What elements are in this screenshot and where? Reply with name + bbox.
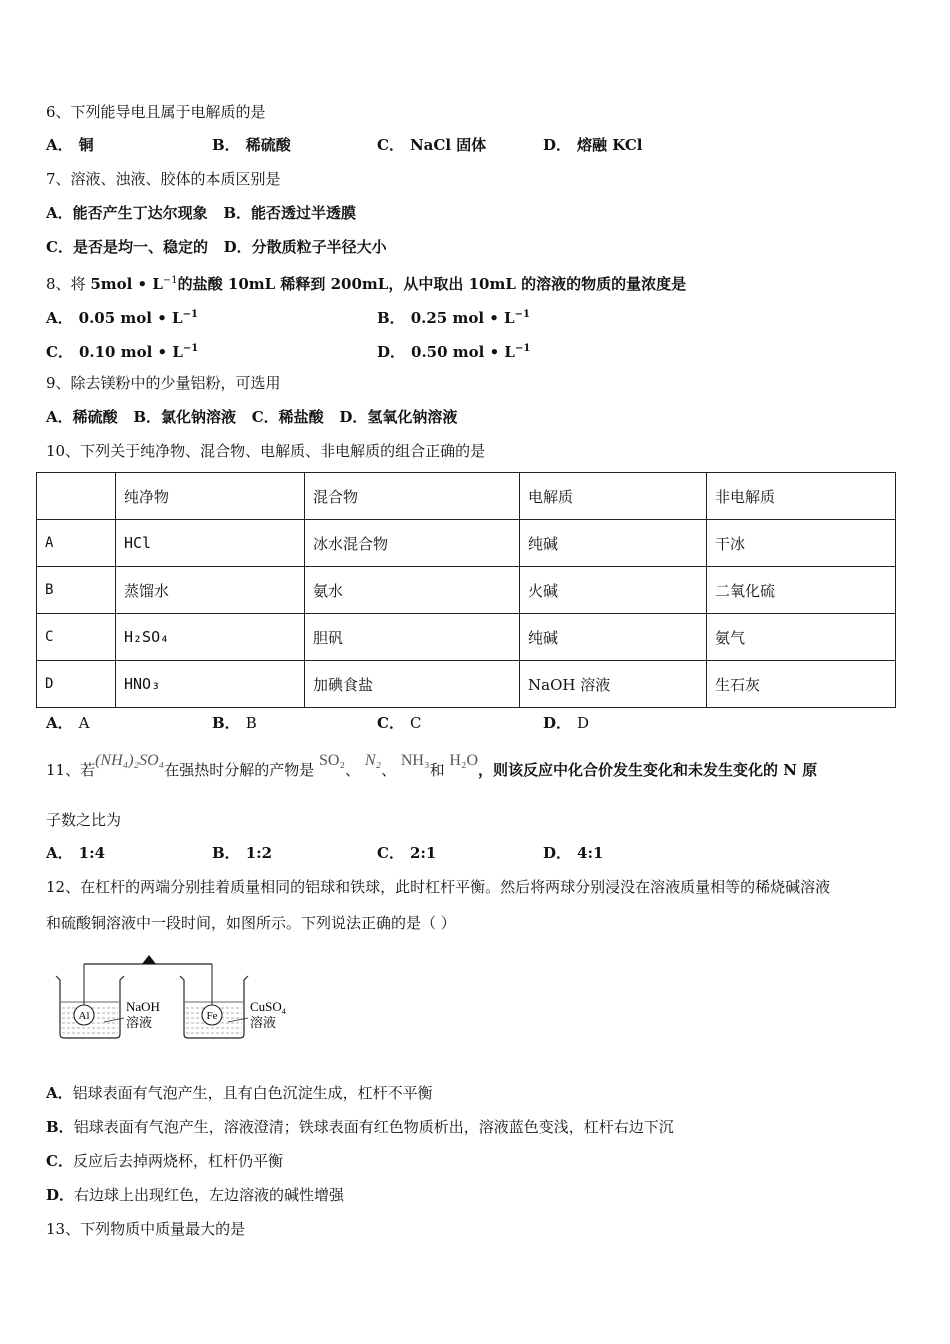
table-cell: HNO₃ bbox=[116, 661, 305, 708]
table-cell: 氨水 bbox=[305, 567, 520, 614]
q9-stem: 9、除去镁粉中的少量铝粉，可选用 bbox=[46, 374, 281, 392]
table-row bbox=[37, 520, 896, 567]
q11-product-h2o: H₂O bbox=[449, 752, 479, 769]
q12-stem-line2: 和硫酸铜溶液中一段时间，如图所示。下列说法正确的是（ ） bbox=[46, 914, 456, 932]
q10-stem: 10、下列关于纯净物、混合物、电解质、非电解质的组合正确的是 bbox=[46, 442, 486, 460]
table-cell: 电解质 bbox=[520, 473, 707, 520]
table-cell: 二氧化硫 bbox=[707, 567, 896, 614]
table-row bbox=[37, 614, 896, 661]
q7-options-line2: C．是否是均一、稳定的 D．分散质粒子半径大小 bbox=[46, 238, 387, 256]
table-cell: 加碘食盐 bbox=[305, 661, 520, 708]
table-cell: 胆矾 bbox=[305, 614, 520, 661]
table-row bbox=[37, 661, 896, 708]
table-cell: C bbox=[37, 614, 116, 661]
table-cell: 氨气 bbox=[707, 614, 896, 661]
q6-stem: 6、下列能导电且属于电解质的是 bbox=[46, 103, 266, 121]
table-cell: D bbox=[37, 661, 116, 708]
table-cell: 生石灰 bbox=[707, 661, 896, 708]
q11-option-a: A． 1:4 bbox=[46, 844, 106, 862]
table-cell: 非电解质 bbox=[707, 473, 896, 520]
table-cell: A bbox=[37, 520, 116, 567]
q7-stem: 7、溶液、浊液、胶体的本质区别是 bbox=[46, 170, 281, 188]
q10-option-b: B． B bbox=[212, 714, 257, 732]
q6-option-b: B． 稀硫酸 bbox=[212, 136, 291, 154]
fulcrum-triangle-icon bbox=[142, 955, 156, 964]
fe-ball-label: Fe bbox=[206, 1010, 218, 1022]
table-cell: HCl bbox=[116, 520, 305, 567]
q9-options: A．稀硫酸 B．氯化钠溶液 C．稀盐酸 D．氢氧化钠溶液 bbox=[46, 408, 458, 426]
q11-option-d: D． 4:1 bbox=[543, 844, 604, 862]
left-solution-label: 溶液 bbox=[126, 1016, 153, 1031]
table-cell: 混合物 bbox=[305, 473, 520, 520]
q6-option-a: A． 铜 bbox=[46, 136, 94, 154]
left-beaker bbox=[56, 976, 160, 1038]
q8-option-b: B． 0.25 mol • $L^{-1}$ bbox=[377, 309, 530, 327]
table-cell: 蒸馏水 bbox=[116, 567, 305, 614]
q6-option-c: C． NaCl 固体 bbox=[377, 136, 487, 154]
table-row bbox=[37, 567, 896, 614]
q8-option-d: D． 0.50 mol • $L^{-1}$ bbox=[377, 343, 531, 361]
q11-product-n2: N₂ bbox=[364, 752, 382, 769]
table-cell: NaOH 溶液 bbox=[520, 661, 707, 708]
right-beaker bbox=[180, 976, 286, 1038]
q10-option-a: A． A bbox=[46, 714, 90, 732]
q10-option-c: C． C bbox=[377, 714, 422, 732]
q11-stem: 11、若(NH₄)₂SO₄在强热时分解的产物是 SO₂、 N₂、 NH₃和 H₂O，则该反应中化合价发生变化和未发生变化的 N 原 bbox=[46, 752, 818, 779]
table-cell: H₂SO₄ bbox=[116, 614, 305, 661]
naoh-label: NaOH bbox=[126, 999, 160, 1014]
q11-option-c: C． 2:1 bbox=[377, 844, 437, 862]
q12-option-c: C．反应后去掉两烧杯，杠杆仍平衡 bbox=[46, 1152, 283, 1170]
table-cell: 纯碱 bbox=[520, 520, 707, 567]
q12-option-d: D．右边球上出现红色，左边溶液的碱性增强 bbox=[46, 1186, 345, 1204]
table-cell: 冰水混合物 bbox=[305, 520, 520, 567]
table-cell: 火碱 bbox=[520, 567, 707, 614]
q13-stem: 13、下列物质中质量最大的是 bbox=[46, 1220, 246, 1238]
q8-option-a: A． 0.05 mol • $L^{-1}$ bbox=[46, 309, 198, 327]
q11-salt-formula: (NH₄)₂SO₄ bbox=[95, 752, 165, 769]
q12-stem-line1: 12、在杠杆的两端分别挂着质量相同的铝球和铁球，此时杠杆平衡。然后将两球分别浸没在溶液质量相等的稀烧碱溶液 bbox=[46, 878, 831, 896]
q11-option-b: B． 1:2 bbox=[212, 844, 273, 862]
al-ball-label: Al bbox=[78, 1010, 90, 1022]
q7-options-line1: A．能否产生丁达尔现象 B．能否透过半透膜 bbox=[46, 204, 357, 222]
table-cell bbox=[37, 473, 116, 520]
q8-stem: 8、将 5mol • $L^{-1}$的盐酸 10mL 稀释到 200mL，从中取出 10mL 的溶液的物质的量浓度是 bbox=[46, 275, 687, 293]
q8-option-c: C． 0.10 mol • $L^{-1}$ bbox=[46, 343, 199, 361]
table-cell: 干冰 bbox=[707, 520, 896, 567]
q12-option-b: B．铝球表面有气泡产生，溶液澄清；铁球表面有红色物质析出，溶液蓝色变浅，杠杆右边下沉 bbox=[46, 1118, 674, 1136]
table-cell: B bbox=[37, 567, 116, 614]
q10-table bbox=[36, 472, 896, 708]
cuso4-label: CuSO$_4$ bbox=[250, 999, 286, 1016]
table-cell: 纯净物 bbox=[116, 473, 305, 520]
q11-product-so2: SO₂ bbox=[319, 752, 346, 769]
q11-stem-cont: 子数之比为 bbox=[46, 811, 122, 829]
right-solution-label: 溶液 bbox=[250, 1016, 277, 1031]
q6-option-d: D． 熔融 KCl bbox=[543, 136, 643, 154]
q12-lever-figure bbox=[52, 952, 312, 1044]
q10-option-d: D． D bbox=[543, 714, 590, 732]
table-header-row bbox=[37, 473, 896, 520]
q12-option-a: A．铝球表面有气泡产生，且有白色沉淀生成，杠杆不平衡 bbox=[46, 1084, 433, 1102]
q11-product-nh3: NH₃ bbox=[400, 752, 430, 769]
table-cell: 纯碱 bbox=[520, 614, 707, 661]
